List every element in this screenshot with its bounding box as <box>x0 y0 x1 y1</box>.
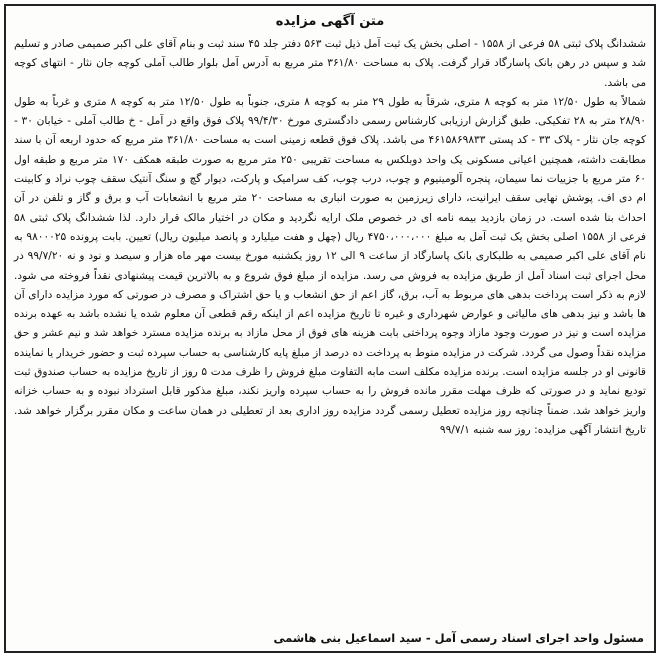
notice-title: متن آگهی مزایده <box>275 14 385 29</box>
notice-paragraph-1: ششدانگ پلاک ثبتی ۵۸ فرعی از ۱۵۵۸ - اصلی بخش یک ثبت آمل ذیل ثبت ۵۶۳ دفتر جلد ۴۵ سند ثبت و بنام آقای علی اکبر صمیمی صادر و تسلیم شد و سپس در رهن بانک پاسارگاد قرار گرفت. پلاک به مساحت ۳۶۱/۸۰ متر مربع به آدرس آمل بلوار طالب آملی کوچه جان نثار - انتهای کوچه می باشد. <box>14 38 646 89</box>
notice-signature: مسئول واحد اجرای اسناد رسمی آمل - سید اسماعیل بنی هاشمی <box>273 631 644 645</box>
notice-body <box>14 12 646 645</box>
notice-paragraph-2: شمالاً به طول ۱۲/۵۰ متر به کوچه ۸ متری، شرقاً به طول ۲۹ متر به کوچه ۸ متری، جنوباً به طول ۱۲/۵۰ متر به کوچه ۸ متری و غرباً به طول ۲۸/۹۰ متر به ۲۸ تفکیکی. طبق گزارش ارزیابی کارشناس رسمی دادگستری مورخ ۹۹/۴/۳۰ پلاک فوق واقع در آمل - خ طالب آملی - خیابان ۳۰ - کوچه جان نثار - پلاک ۳۳ - کد پستی ۴۶۱۵۸۶۹۸۳۳ می باشد. پلاک فوق قطعه زمینی است به مساحت ۳۶۱/۸۰ متر مربع که حدود اربعه آن با سند مطابقت داشته، همچنین اعیانی مسکونی یک واحد دوبلکس به مساحت تقریبی ۲۵۰ متر مربع به صورت طبقه همکف ۱۷۰ متر مربع و طبقه اول ۶۰ متر مربع با جزییات نما سیمان، پنجره آلومینیوم و چوب، درب چوب، کف سرامیک و پارکت، دیوار گچ و سنگ آنتیک سقف چوب نراد و کابینت ام دی اف. پوشش نهایی سقف ایرانیت، دارای زیرزمین به صورت انباری به مساحت ۲۰ متر مربع با انشعابات آب و برق و گاز و تلفن در آن احداث بنا شده است. در زمان بازدید بیمه نامه ای در خصوص ملک ارایه نگردید و مکان در اختیار مالک قرار دارد. لذا ششدانگ پلاک ثبتی ۵۸ فرعی از ۱۵۵۸ اصلی بخش یک ثبت آمل به مبلغ ۴۷۵۰،۰۰۰،۰۰۰ ریال (چهل و هفت میلیارد و پانصد میلیون ریال) تعیین. بابت پرونده ۹۸۰۰۰۲۵ به نام آقای علی اکبر صمیمی به طلبکاری بانک پاسارگاد از ساعت ۹ الی ۱۲ روز یکشنبه مورخ بیست مهر ماه هزار و سیصد و نود و نه ۹۹/۷/۲۰ در محل اجرای ثبت اسناد آمل از طریق مزایده به فروش می رسد. مزایده از مبلغ فوق شروع و به بالاترین قیمت پیشنهادی نقداً فروخته می شود. لازم به ذکر است پرداخت بدهی های مربوط به آب، برق، گاز اعم از حق انشعاب و یا حق اشتراک و مصرف در صورتی که مورد مزایده دارای آن ها باشد و نیز بدهی های مالیاتی و عوارض شهرداری و غیره تا تاریخ مزایده اعم از اینکه رقم قطعی آن معلوم شده یا نشده باشد به عهده برنده مزایده است و نیز در صورت وجود مازاد وجوه پرداختی بابت هزینه های فوق از محل مازاد به برنده مزایده مسترد خواهد شد و نیم عشر و حق مزایده نقداً وصول می گردد. شرکت در مزایده منوط به پرداخت ده درصد از مبلغ پایه کارشناسی به حساب سپرده ثبت و حضور خریدار یا نماینده قانونی او در جلسه مزایده است. برنده مزایده مکلف است مابه التفاوت مبلغ فروش را ظرف مدت ۵ روز از تاریخ مزایده به حساب صندوق ثبت تودیع نماید و در صورتی که ظرف مهلت مقرر مانده فروش را به حساب سپرده واریز نکند، مبلغ مذکور قابل استرداد نبوده و به حساب خزانه واریز خواهد شد. ضمناً چنانچه روز مزایده تعطیل رسمی گردد مزایده روز اداری بعد از تعطیلی در همان ساعت و مکان مقرر برگزار خواهد شد. تاریخ انتشار آگهی مزایده: روز سه شنبه ۹۹/۷/۱ <box>14 95 647 436</box>
auction-notice <box>4 4 656 653</box>
